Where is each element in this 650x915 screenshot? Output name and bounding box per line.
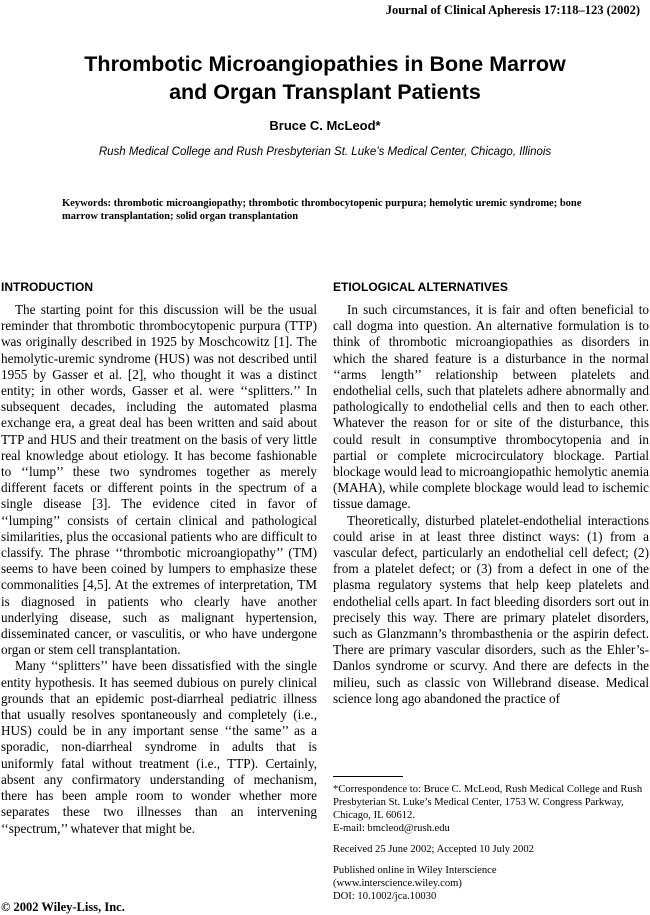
footnote-divider	[333, 776, 403, 777]
received-note: Received 25 June 2002; Accepted 10 July 2002	[333, 844, 534, 855]
article-title	[0, 50, 650, 106]
email-note: E-mail: bmcleod@rush.edu	[333, 823, 450, 834]
keywords: Keywords: thrombotic microangiopathy; thrombotic thrombocytopenic purpura; hemolytic uremic syndrome; bone marrow transplantation; solid organ transplantation	[62, 198, 582, 222]
footnotes	[333, 783, 649, 903]
author: Bruce C. McLeod*	[269, 118, 381, 133]
published-url: (www.interscience.wiley.com)	[333, 878, 462, 889]
running-head: Journal of Clinical Apheresis 17:118–123 (2002)	[385, 3, 640, 17]
etiological-heading: ETIOLOGICAL ALTERNATIVES	[333, 280, 508, 294]
published-note: Published online in Wiley Interscience	[333, 865, 497, 876]
left-column	[1, 280, 317, 837]
title-line-1: Thrombotic Microangiopathies in Bone Marrow	[84, 52, 566, 76]
right-column	[333, 280, 649, 707]
copyright: © 2002 Wiley-Liss, Inc.	[1, 900, 125, 914]
correspondence-note: *Correspondence to: Bruce C. McLeod, Rush Medical College and Rush Presbyterian St. Luke’s Medical Center, 1753 W. Congress Parkway, Chicago, IL 60612.	[333, 784, 643, 821]
introduction-paragraph-1: The starting point for this discussion will be the usual reminder that thrombotic thrombocytopenic purpura (TTP) was originally described in 1925 by Moschcowitz [1]. The hemolytic-uremic syndrome (HUS) was not described until 1955 by Gasser et al. [2], who thought it was a distinct entity; in other words, Gasser et al. were ‘‘splitters.’’ In subsequent decades, including the automated plasma exchange era, a great deal has been written and said about TTP and HUS and their treatment on the basis of very little real knowledge about etiology. It has become fashionable to ‘‘lump’’ these two syndromes together as merely different facets or different points in the spectrum of a single disease [3]. The evidence cited in favor of ‘‘lumping’’ consists of certain clinical and pathological similarities, plus the occasional patients who are difficult to classify. The phrase ‘‘thrombotic microangiopathy’’ (TM) seems to have been coined by lumpers to emphasize these commonalities [4,5]. At the extremes of interpretation, TM is diagnosed in patients who clearly have another underlying disease, such as malignant hypertension, disseminated cancer, or vasculitis, or who have undergone organ or stem cell transplantation.	[1, 302, 317, 658]
introduction-paragraph-2: Many ‘‘splitters’’ have been dissatisfied with the single entity hypothesis. It has seemed dubious on purely clinical grounds that an epidemic post-diarrheal pediatric illness that usually resolves spontaneously and completely (i.e., HUS) could be in any important sense ‘‘the same’’ as a sporadic, non-diarrheal syndrome in adults that is uniformly fatal without treatment (i.e., TTP). Certainly, absent any confirmatory understanding of mechanism, there has been ample room to wonder whether more separates these two illnesses than an intervening ‘‘spectrum,’’ whatever that might be.	[1, 658, 317, 836]
introduction-heading: INTRODUCTION	[1, 280, 93, 294]
affiliation: Rush Medical College and Rush Presbyterian St. Luke’s Medical Center, Chicago, Illinois	[98, 146, 552, 158]
title-line-2: and Organ Transplant Patients	[169, 80, 481, 104]
etiological-paragraph-2: Theoretically, disturbed platelet-endothelial interactions could arise in at least three distinct ways: (1) from a vascular defect, particularly an endothelial cell defect; (2) from a platelet defect; or (3) from a defect in one of the plasma regulatory systems that help keep platelets and endothelial cells apart. In fact bleeding disorders sort out in precisely this way. There are primary platelet disorders, such as Glanzmann’s thrombasthenia or the aspirin defect. There are primary vascular disorders, such as the Ehler’s-Danlos syndrome or scurvy. And there are defects in the milieu, such as classic von Willebrand disease. Medical science long ago abandoned the practice of	[333, 512, 649, 706]
etiological-paragraph-1: In such circumstances, it is fair and often beneficial to call dogma into question. An alternative formulation is to think of thrombotic microangiopathies as disorders in which the shared feature is a disturbance in the normal ‘‘arms length’’ relationship between platelets and endothelial cells, such that platelets adhere abnormally and pathologically to endothelial cells and then to each other. Whatever the reason for or site of the disturbance, this could result in consumptive thrombocytopenia and in partial or complete microcirculatory blockage. Partial blockage would lead to microangiopathic hemolytic anemia (MAHA), while complete blockage would lead to ischemic tissue damage.	[333, 302, 649, 512]
doi: DOI: 10.1002/jca.10030	[333, 891, 437, 902]
